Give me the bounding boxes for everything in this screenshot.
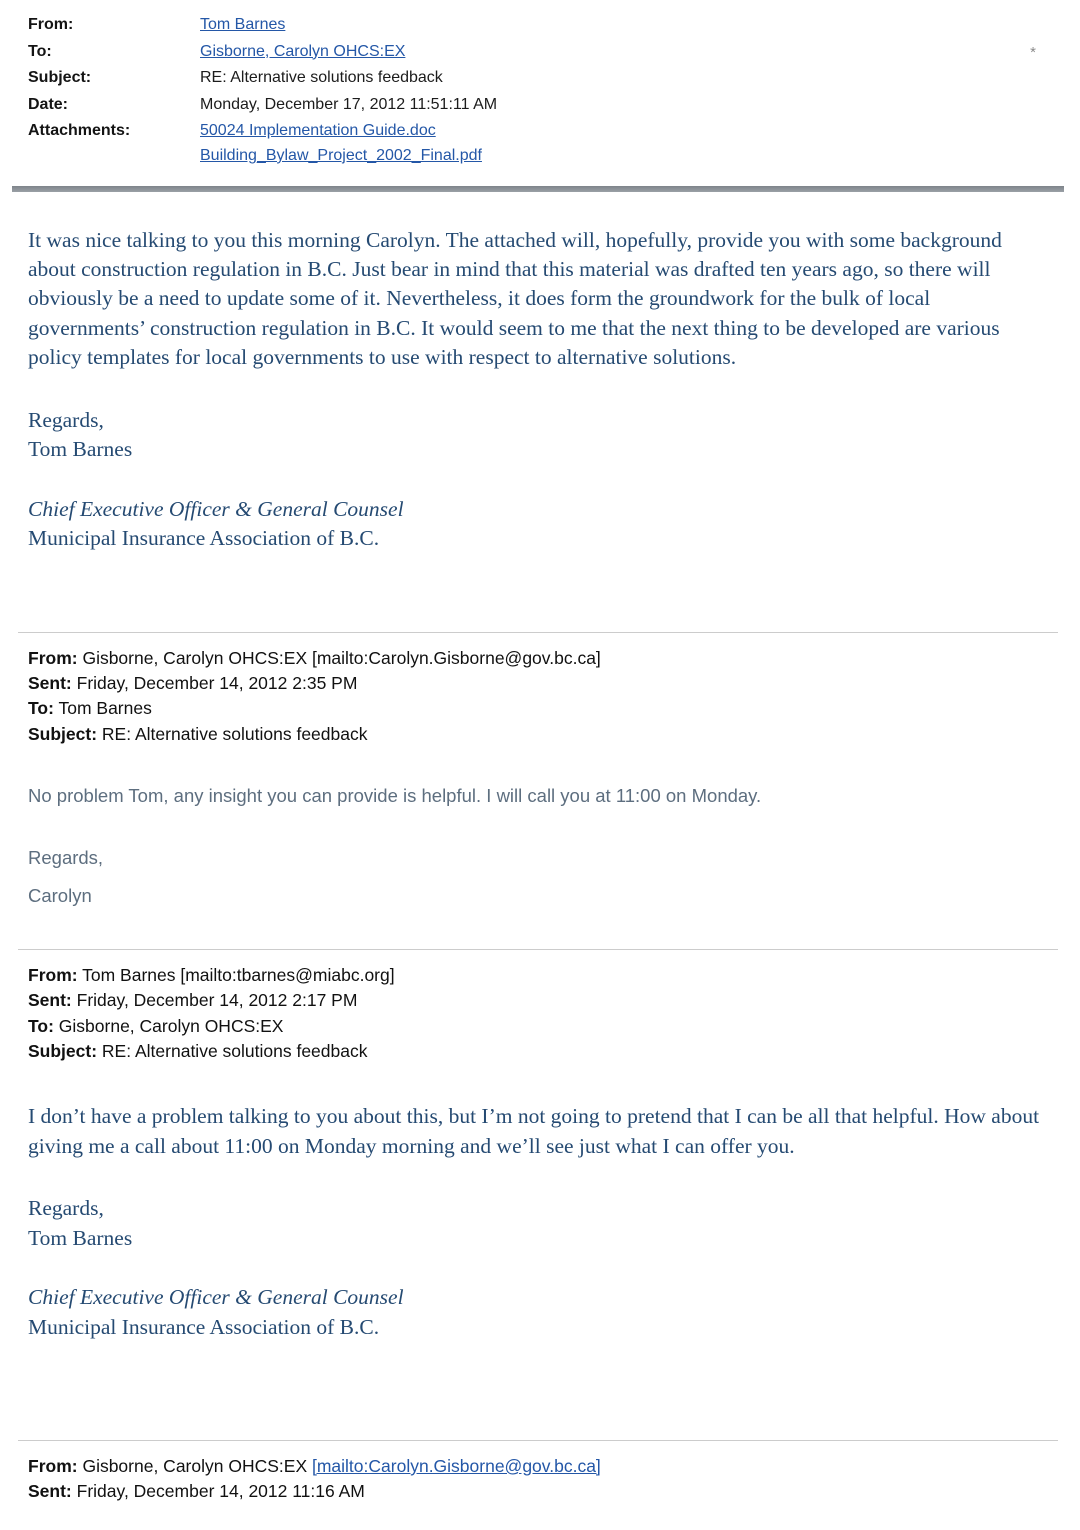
date-label: Date: — [28, 95, 69, 113]
quote1-subject-value: RE: Alternative solutions feedback — [101, 723, 368, 744]
quote3-divider — [18, 1440, 1058, 1441]
quote1-sent-value: Friday, December 14, 2012 2:35 PM — [76, 673, 358, 694]
quote2-signature-title: Chief Executive Officer & General Counsel — [28, 1285, 404, 1310]
from-value-link[interactable]: Tom Barnes — [200, 16, 286, 33]
quote1-regards: Regards, — [28, 847, 104, 869]
quote3-sent-label: Sent: — [28, 1481, 72, 1502]
quote2-divider — [18, 949, 1058, 950]
message1-signature-title: Chief Executive Officer & General Counsel — [28, 496, 404, 521]
quote2-to-value: Gisborne, Carolyn OHCS:EX — [58, 1015, 284, 1036]
quote2-from-value: Tom Barnes [mailto:tbarnes@miabc.org] — [82, 964, 395, 985]
quote1-divider — [18, 632, 1058, 633]
subject-label: Subject: — [28, 69, 92, 87]
attachments-label: Attachments: — [28, 122, 131, 140]
quote1-to-value: Tom Barnes — [58, 698, 152, 719]
quote2-header — [28, 963, 1044, 1065]
quote2-signature-org: Municipal Insurance Association of B.C. — [28, 1314, 380, 1339]
quote1-header — [28, 646, 1044, 748]
quote1-sent-label: Sent: — [28, 673, 72, 694]
quote3-sent-value: Friday, December 14, 2012 11:16 AM — [76, 1481, 365, 1502]
quote3-header — [28, 1454, 1044, 1505]
message1-signature-name: Tom Barnes — [28, 437, 133, 462]
quote1-signature-name: Carolyn — [28, 884, 92, 906]
from-label: From: — [28, 16, 74, 33]
attachment-doc-link[interactable]: 50024 Implementation Guide.doc — [200, 122, 436, 140]
quote2-subject-value: RE: Alternative solutions feedback — [101, 1040, 368, 1061]
quote1-from-value: Gisborne, Carolyn OHCS:EX [mailto:Carolyn.Gisborne@gov.bc.ca] — [82, 647, 601, 668]
quote1-from-label: From: — [28, 647, 78, 668]
email-header — [28, 14, 1044, 170]
subject-value: RE: Alternative solutions feedback — [200, 69, 443, 87]
quote2-regards: Regards, — [28, 1196, 104, 1221]
to-label: To: — [28, 42, 52, 60]
quote2-from-label: From: — [28, 964, 78, 985]
quote2-to-label: To: — [28, 1015, 54, 1036]
quote2-subject-label: Subject: — [28, 1040, 98, 1061]
message1-closing — [28, 406, 1044, 465]
header-separator-bar — [12, 186, 1064, 192]
quote3-mailto-link[interactable]: [mailto:Carolyn.Gisborne@gov.bc.ca] — [311, 1456, 601, 1477]
message1-signature-org: Municipal Insurance Association of B.C. — [28, 526, 380, 551]
quote2-body: I don’t have a problem talking to you about this, but I’m not going to pretend that I can be all that helpful. How about giving me a call about 11:00 on Monday morning and we’ll see just what I can offer you. — [28, 1104, 1040, 1158]
attachments-list — [200, 120, 1044, 169]
message1-regards: Regards, — [28, 407, 104, 432]
quote1-to-label: To: — [28, 698, 54, 719]
quote2-closing — [28, 1194, 1044, 1253]
message1-body: It was nice talking to you this morning Carolyn. The attached will, hopefully, provide you with some background about construction regulation in B.C. Just bear in mind that this material was drafted ten years ago, so there will obviously be a need to update some of it. Nevertheless, it does form the groundwork for the bulk of local governments’ construction regulation in B.C. It would seem to me that the next thing to be developed are various policy templates for local governments to use with respect to alternative solutions. — [28, 227, 1002, 370]
date-value: Monday, December 17, 2012 11:51:11 AM — [200, 95, 498, 113]
quote3-from-name: Gisborne, Carolyn OHCS:EX — [82, 1456, 312, 1477]
quote2-sent-value: Friday, December 14, 2012 2:17 PM — [76, 990, 358, 1011]
to-value-link[interactable]: Gisborne, Carolyn OHCS:EX — [200, 42, 406, 60]
quote1-body: No problem Tom, any insight you can provide is helpful. I will call you at 11:00 on Monday. — [28, 785, 762, 807]
quote1-subject-label: Subject: — [28, 723, 98, 744]
quote2-sent-label: Sent: — [28, 990, 72, 1011]
quote3-from-label: From: — [28, 1456, 78, 1477]
quote2-signature-name: Tom Barnes — [28, 1225, 133, 1250]
attachment-pdf-link[interactable]: Building_Bylaw_Project_2002_Final.pdf — [200, 146, 482, 164]
stray-mark: * — [1030, 44, 1036, 61]
